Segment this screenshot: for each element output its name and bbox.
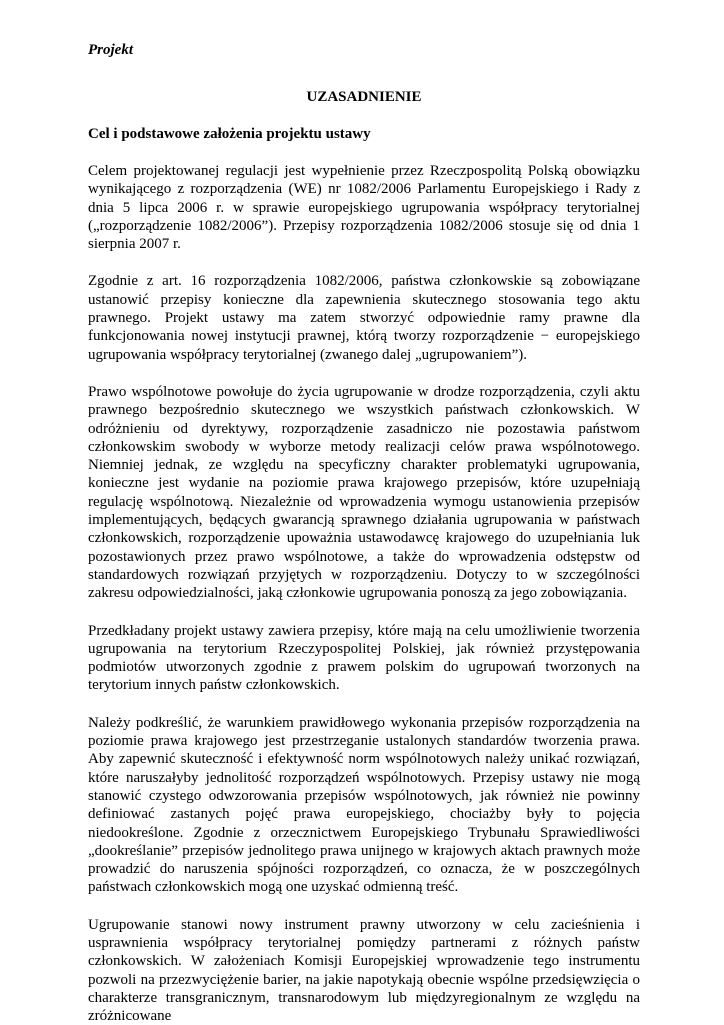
document-page bbox=[88, 40, 640, 1025]
draft-label: Projekt bbox=[88, 42, 133, 58]
paragraph: Zgodnie z art. 16 rozporządzenia 1082/2006, państwa członkowskie są zobowiązane ustanowić przepisy konieczne dla zapewnienia skutecznego stosowania tego aktu prawnego. Projekt ustawy ma zatem stworzyć odpowiednie ramy prawne dla funkcjonowania nowej instytucji prawnej, którą tworzy rozporządzenie − europejskiego ugrupowania współpracy terytorialnej (zwanego dalej „ugrupowaniem”). bbox=[88, 273, 640, 363]
paragraph: Ugrupowanie stanowi nowy instrument prawny utworzony w celu zacieśnienia i usprawnienia współpracy terytorialnej pomiędzy partnerami z różnych państw członkowskich. W założeniach Komisji Europejskiej wprowadzenie tego instrumentu pozwoli na przezwyciężenie barier, na jakie napotykają obecnie wspólne przedsięwzięcia o charakterze transgranicznym, transnarodowym lub międzyregionalnym ze względu na zróżnicowane bbox=[88, 916, 640, 1025]
paragraph: Prawo wspólnotowe powołuje do życia ugrupowanie w drodze rozporządzenia, czyli aktu prawnego bezpośrednio skutecznego we wszystkich państwach członkowskich. W odróżnieniu od dyrektywy, rozporządzenie zasadniczo nie pozostawia państwom członkowskim swobody w wyborze metody realizacji celów prawa wspólnotowego. Niemniej jednak, ze względu na specyficzny charakter problematyki ugrupowania, konieczne jest wydanie na poziomie prawa krajowego przepisów, które uzupełniają regulację wspólnotową. Niezależnie od wprowadzenia wymogu ustanowienia przepisów implementujących, będących gwarancją sprawnego działania ugrupowania w państwach członkowskich, rozporządzenie upoważnia ustawodawcę krajowego do uzupełniania luk pozostawionych przez prawo wspólnotowe, a także do wprowadzenia odstępstw od standardowych rozwiązań przyjętych w rozporządzeniu. Dotyczy to w szczególności zakresu odpowiedzialności, jaką członkowie ugrupowania ponoszą za jego zobowiązania. bbox=[88, 383, 640, 602]
paragraph: Celem projektowanej regulacji jest wypełnienie przez Rzeczpospolitą Polską obowiązku wynikającego z rozporządzenia (WE) nr 1082/2006 Parlamentu Europejskiego i Rady z dnia 5 lipca 2006 r. w sprawie europejskiego ugrupowania współpracy terytorialnej („rozporządzenie 1082/2006”). Przepisy rozporządzenia 1082/2006 stosuje się od dnia 1 sierpnia 2007 r. bbox=[88, 163, 640, 253]
section-heading: Cel i podstawowe założenia projektu ustawy bbox=[88, 126, 371, 142]
paragraph: Należy podkreślić, że warunkiem prawidłowego wykonania przepisów rozporządzenia na poziomie prawa krajowego jest przestrzeganie ustalonych standardów tworzenia prawa. Aby zapewnić skuteczność i efektywność norm wspólnotowych należy unikać rozwiązań, które naruszałyby jednolitość rozporządzeń wspólnotowych. Przepisy ustawy nie mogą stanowić czystego odwzorowania przepisów wspólnotowych, jak również nie powinny definiować zastanych pojęć prawa europejskiego, chociażby były to pojęcia niedookreślone. Zgodnie z orzecznictwem Europejskiego Trybunału Sprawiedliwości „dookreślanie” przepisów jednolitego prawa unijnego w krajowych aktach prawnych może prowadzić do naruszenia spójności rozporządzeń, co oznacza, że w poszczególnych państwach członkowskich mogą one uzyskać odmienną treść. bbox=[88, 714, 640, 896]
paragraph: Przedkładany projekt ustawy zawiera przepisy, które mają na celu umożliwienie tworzenia ugrupowania na terytorium Rzeczypospolitej Polskiej, jak również przystępowania podmiotów utworzonych zgodnie z prawem polskim do ugrupowań tworzonych na terytorium innych państw członkowskich. bbox=[88, 622, 640, 694]
document-title: UZASADNIENIE bbox=[306, 89, 422, 105]
